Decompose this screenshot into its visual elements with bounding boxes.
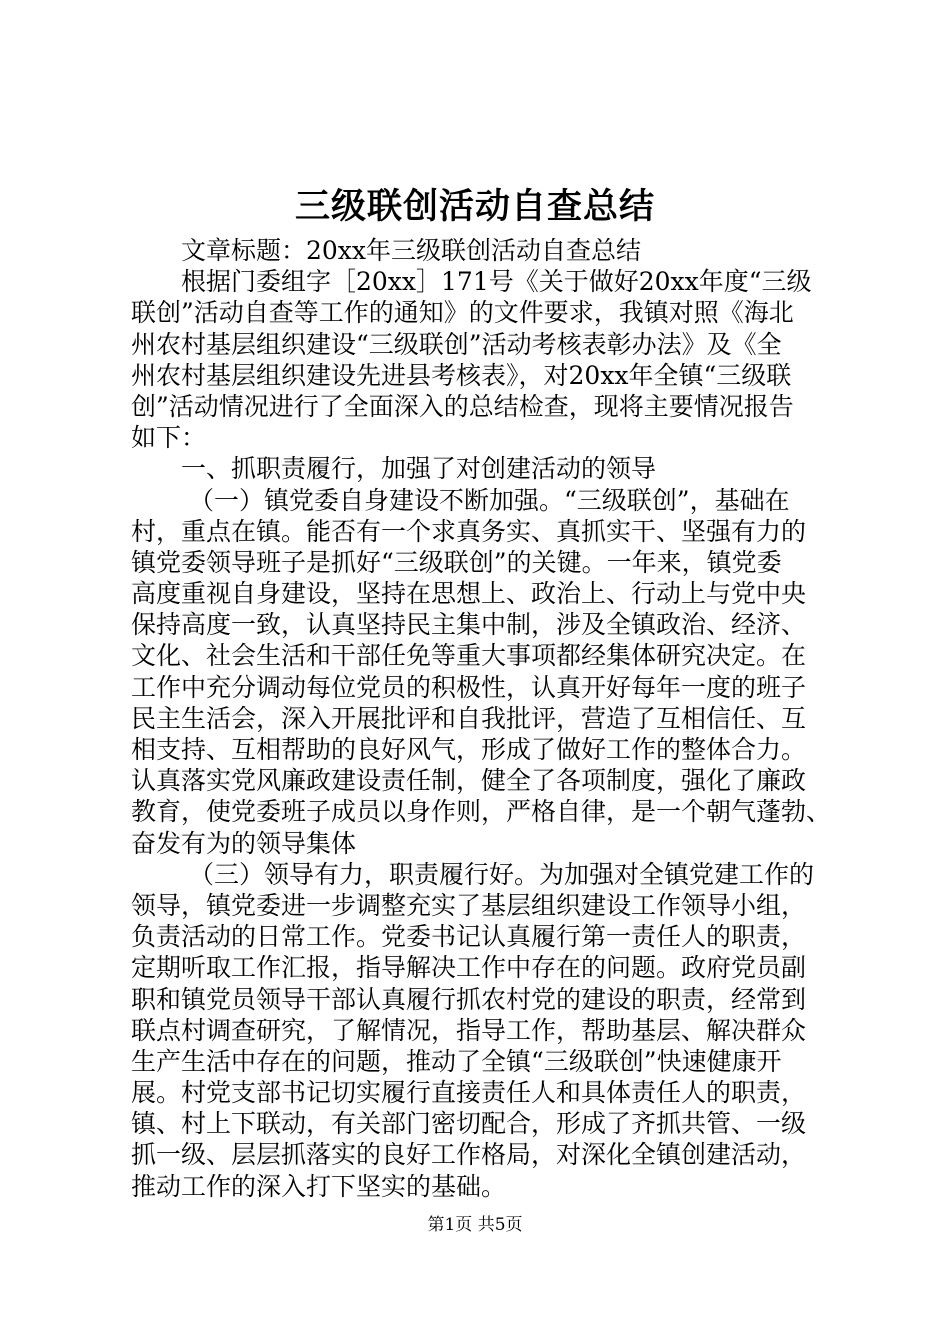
text-line: 高度重视自身建设，坚持在思想上、政治上、行动上与党中央 — [131, 579, 807, 609]
text-line: 奋发有为的领导集体 — [131, 828, 357, 858]
text-line: 镇党委领导班子是抓好“三级联创”的关键。一年来，镇党委 — [131, 547, 782, 577]
text-line: 定期听取工作汇报，指导解决工作中存在的问题。政府党员副 — [131, 953, 807, 983]
text-line: 民主生活会，深入开展批评和自我批评，营造了互相信任、互 — [131, 703, 807, 733]
text-line: 展。村党支部书记切实履行直接责任人和具体责任人的职责， — [131, 1078, 807, 1108]
text-line: 教育，使党委班子成员以身作则，严格自律，是一个朝气蓬勃、 — [131, 797, 832, 827]
document-body — [131, 235, 831, 1202]
text-line: 推动工作的深入打下坚实的基础。 — [131, 1171, 507, 1201]
text-line: 负责活动的日常工作。党委书记认真履行第一责任人的职责， — [131, 922, 807, 952]
page-footer: 第1页 共5页 — [427, 1215, 523, 1235]
document-title: 三级联创活动自查总结 — [294, 186, 655, 227]
text-line: 村，重点在镇。能否有一个求真务实、真抓实干、坚强有力的 — [131, 516, 807, 546]
text-line: 州农村基层组织建设先进县考核表》，对20xx年全镇“三级联 — [131, 360, 792, 390]
text-line: 认真落实党风廉政建设责任制，健全了各项制度，强化了廉政 — [131, 766, 807, 796]
text-line: 一、抓职责履行，加强了对创建活动的领导 — [181, 454, 657, 484]
text-line: 如下： — [131, 423, 207, 453]
text-line: 文化、社会生活和干部任免等重大事项都经集体研究决定。在 — [131, 641, 807, 671]
text-line: 工作中充分调动每位党员的积极性，认真开好每年一度的班子 — [131, 672, 807, 702]
text-line: 根据门委组字［20xx］171号《关于做好20xx年度“三级 — [181, 267, 812, 297]
text-line: 创”活动情况进行了全面深入的总结检查，现将主要情况报告 — [131, 391, 794, 421]
text-line: 生产生活中存在的问题，推动了全镇“三级联创”快速健康开 — [131, 1046, 782, 1076]
text-line: 镇、村上下联动，有关部门密切配合，形成了齐抓共管、一级 — [131, 1109, 807, 1139]
text-line: 抓一级、层层抓落实的良好工作格局，对深化全镇创建活动， — [131, 1140, 807, 1170]
text-line: 联创”活动自查等工作的通知》的文件要求，我镇对照《海北 — [131, 298, 794, 328]
text-line: 领导，镇党委进一步调整充实了基层组织建设工作领导小组， — [131, 890, 807, 920]
text-line: 相支持、互相帮助的良好风气，形成了做好工作的整体合力。 — [131, 735, 807, 764]
text-line: （一）镇党委自身建设不断加强。“三级联创”，基础在 — [189, 485, 790, 515]
text-line: 保持高度一致，认真坚持民主集中制，涉及全镇政治、经济、 — [131, 610, 807, 640]
text-line: 职和镇党员领导干部认真履行抓农村党的建设的职责，经常到 — [131, 984, 807, 1014]
text-line: 文章标题：20xx年三级联创活动自查总结 — [181, 236, 642, 265]
text-line: （三）领导有力，职责履行好。为加强对全镇党建工作的 — [189, 859, 815, 889]
text-line: 联点村调查研究，了解情况，指导工作，帮助基层、解决群众 — [131, 1015, 807, 1045]
text-line: 州农村基层组织建设“三级联创”活动考核表彰办法》及《全 — [131, 329, 782, 359]
